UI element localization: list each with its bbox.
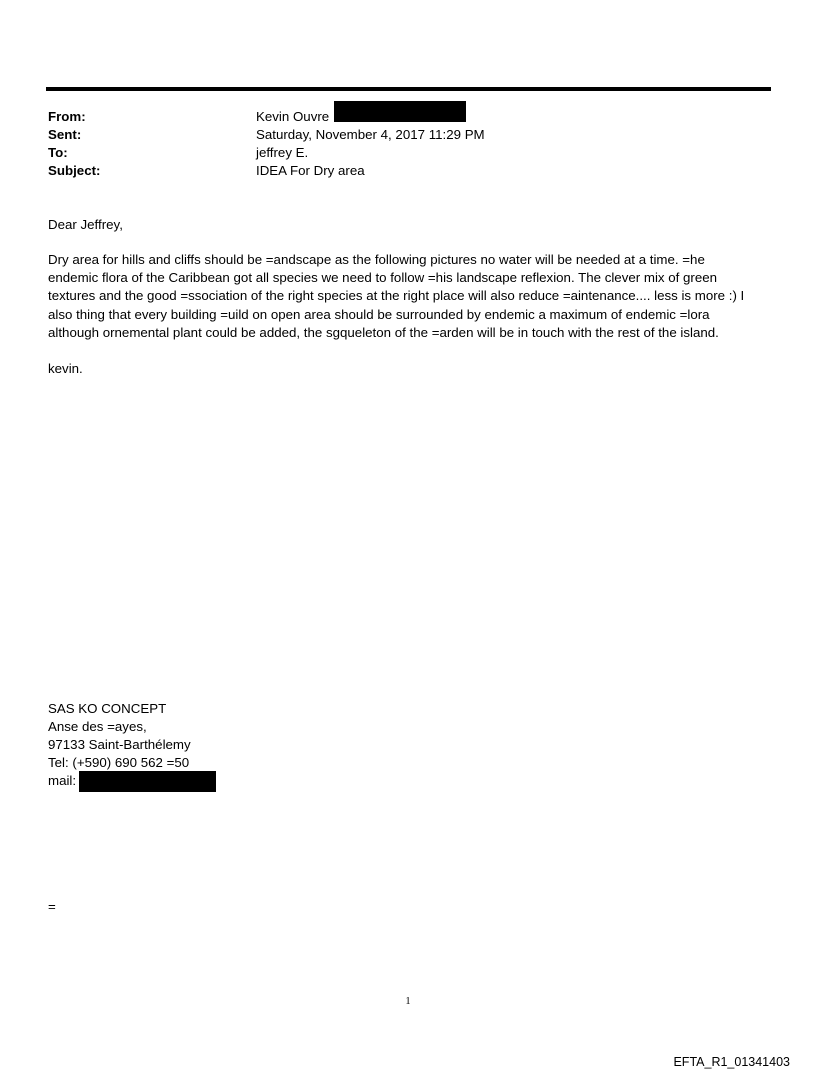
greeting: Dear Jeffrey,: [48, 217, 123, 232]
subject-label: Subject:: [48, 163, 101, 178]
signature-tel: Tel: (+590) 690 562 =50: [48, 755, 190, 770]
trailing-equals: =: [48, 899, 56, 914]
signoff: kevin.: [48, 361, 83, 376]
signature-city: 97133 Saint-Barthélemy: [48, 737, 191, 752]
document-id: EFTA_R1_01341403: [673, 1055, 790, 1069]
page-number: 1: [405, 996, 411, 1007]
signature-company: SAS KO CONCEPT: [48, 701, 167, 716]
paragraph-line: also thing that every building =uild on open area should be surrounded by endemic a maximum of endemic =lora: [48, 306, 710, 322]
redaction-block: [79, 771, 216, 792]
paragraph-line: endemic flora of the Caribbean got all species we need to follow =his landscape reflexion. The clever mix of green: [48, 270, 718, 286]
to-value: jeffrey E.: [256, 145, 309, 160]
sent-value: Saturday, November 4, 2017 11:29 PM: [256, 127, 485, 142]
header-divider-rule: [46, 87, 771, 91]
body-paragraph: [48, 251, 768, 342]
paragraph-line: although ornemental plant could be added, the sgqueleton of the =arden will be in touch with the rest of the island.: [48, 324, 719, 340]
subject-value: IDEA For Dry area: [256, 163, 365, 178]
paragraph-line: Dry area for hills and cliffs should be =andscape as the following pictures no water will be needed at a time. =he: [48, 252, 705, 267]
from-value: Kevin Ouvre: [256, 109, 330, 124]
redaction-block: [334, 101, 466, 122]
paragraph-line: textures and the good =ssociation of the right species at the right place will also reduce =aintenance.... less is more :) I: [48, 288, 745, 304]
signature-mail-label: mail:: [48, 773, 77, 788]
signature-address: Anse des =ayes,: [48, 719, 147, 734]
from-label: From:: [48, 109, 86, 124]
to-label: To:: [48, 145, 68, 160]
sent-label: Sent:: [48, 127, 82, 142]
